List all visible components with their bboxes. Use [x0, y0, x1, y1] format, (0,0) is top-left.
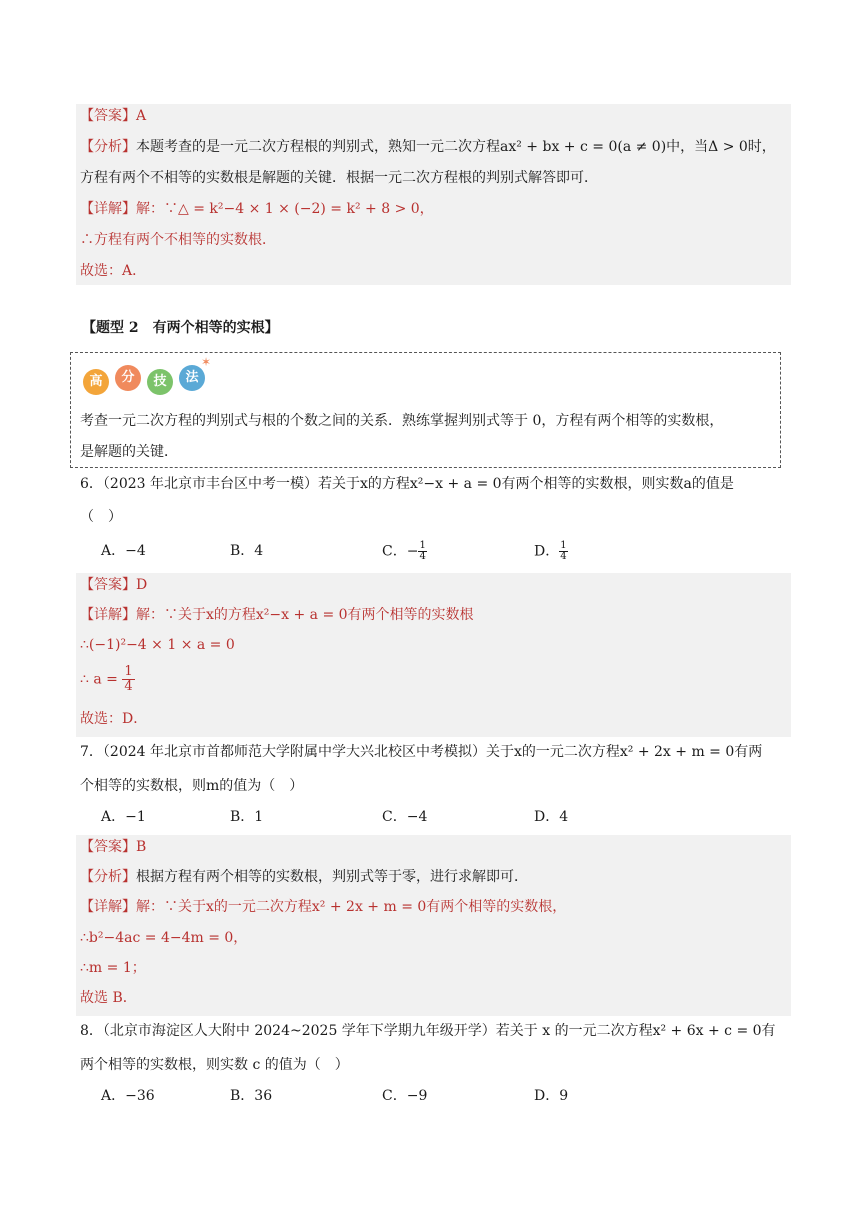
q7-option-d: D．4	[534, 809, 569, 825]
q6-option-d	[534, 541, 568, 562]
tip-line-2: 是解题的关键．	[80, 444, 178, 460]
q6-line-1: 6．（2023 年北京市丰台区中考一模）若关于x的方程x²−x + a = 0有两个相等的实数根，则实数a的值是	[80, 476, 734, 492]
q6-line-2: （ ）	[80, 509, 122, 525]
solution-box-q7	[76, 835, 791, 1016]
analysis-tag: 【分析】	[80, 139, 136, 155]
badge-3: 技	[147, 369, 173, 395]
detail-line-2: ∴b²−4ac = 4−4m = 0，	[80, 930, 248, 946]
badge-2: 分	[115, 365, 141, 391]
tip-line-1: 考查一元二次方程的判别式与根的个数之间的关系．熟练掌握判别式等于 0，方程有两个相等的实数根，	[80, 413, 724, 429]
q6-option-c-label: C．−	[382, 543, 419, 560]
q7-line-1: 7．（2024 年北京市首都师范大学附属中学大兴北校区中考模拟）关于x的一元二次方程x² + 2x + m = 0有两	[80, 744, 763, 760]
frac-num: 1	[124, 664, 133, 679]
analysis-line-1	[80, 867, 528, 887]
q6-option-d-label: D．	[534, 543, 560, 560]
detail-line-1	[80, 605, 474, 625]
detail-line-3: ∴m = 1；	[80, 960, 146, 976]
q6-option-d-fraction	[559, 541, 567, 562]
analysis-line-2: 方程有两个不相等的实数根是解题的关键．根据一元二次方程根的判别式解答即可．	[80, 170, 598, 186]
detail-line-4: 故选 B．	[80, 990, 137, 1006]
detail-text-3: ∴ a =	[80, 671, 123, 688]
q8-option-a: A．−36	[101, 1088, 155, 1104]
detail-fraction	[122, 665, 134, 694]
detail-line-4: 故选：D．	[80, 711, 148, 727]
q6-option-a: A．−4	[101, 543, 146, 559]
detail-line-2: ∴方程有两个不相等的实数根．	[80, 232, 276, 248]
sparkle-icon: ✶	[201, 355, 212, 369]
q6-option-b: B．4	[230, 543, 264, 559]
badge-1: 高	[83, 369, 109, 395]
detail-line-1	[80, 199, 434, 219]
section-heading: 【题型 2 有两个相等的实根】	[82, 320, 279, 336]
frac-den: 4	[419, 551, 426, 562]
q7-option-a: A．−1	[101, 809, 146, 825]
q8-line-1: 8．（北京市海淀区人大附中 2024~2025 学年下学期九年级开学）若关于 x 的一元二次方程x² + 6x + c = 0有	[80, 1023, 776, 1039]
frac-num: 1	[560, 540, 567, 551]
detail-line-3: 故选：A．	[80, 263, 147, 279]
detail-line-1	[80, 897, 566, 917]
q7-option-b: B．1	[230, 809, 264, 825]
q6-option-c-fraction	[418, 541, 426, 562]
detail-text-1: 解：∵关于x的一元二次方程x² + 2x + m = 0有两个相等的实数根，	[136, 899, 567, 915]
frac-den: 4	[560, 551, 567, 562]
analysis-line-1	[80, 137, 776, 157]
q8-line-2: 两个相等的实数根，则实数 c 的值为（ ）	[80, 1057, 349, 1073]
q6-option-c	[382, 541, 427, 562]
detail-line-3	[80, 665, 135, 694]
solution-box-q5	[76, 104, 791, 285]
detail-tag: 【详解】	[80, 899, 136, 915]
q7-line-2: 个相等的实数根，则m的值为（ ）	[80, 778, 304, 794]
detail-text-1: 解：∵△ = k²−4 × 1 × (−2) = k² + 8 > 0，	[136, 201, 434, 217]
detail-tag: 【详解】	[80, 201, 136, 217]
detail-line-2: ∴(−1)²−4 × 1 × a = 0	[80, 637, 235, 653]
answer-line: 【答案】D	[80, 577, 148, 593]
detail-text-1: 解：∵关于x的方程x²−x + a = 0有两个相等的实数根	[136, 607, 474, 623]
q8-option-b: B．36	[230, 1088, 273, 1104]
answer-line: 【答案】B	[80, 839, 147, 855]
frac-num: 1	[419, 540, 426, 551]
frac-den: 4	[124, 679, 133, 694]
analysis-text-1: 根据方程有两个相等的实数根，判别式等于零，进行求解即可．	[136, 869, 528, 885]
q8-option-c: C．−9	[382, 1088, 428, 1104]
answer-line: 【答案】A	[80, 108, 147, 124]
tip-box	[70, 352, 781, 468]
q8-option-d: D．9	[534, 1088, 569, 1104]
analysis-text-1: 本题考查的是一元二次方程根的判别式，熟知一元二次方程ax² + bx + c = 0(a ≠ 0)中，当Δ > 0时，	[136, 139, 776, 155]
detail-tag: 【详解】	[80, 607, 136, 623]
solution-box-q6	[76, 573, 791, 737]
q7-option-c: C．−4	[382, 809, 428, 825]
badge-4: 法	[179, 365, 205, 391]
analysis-tag: 【分析】	[80, 869, 136, 885]
